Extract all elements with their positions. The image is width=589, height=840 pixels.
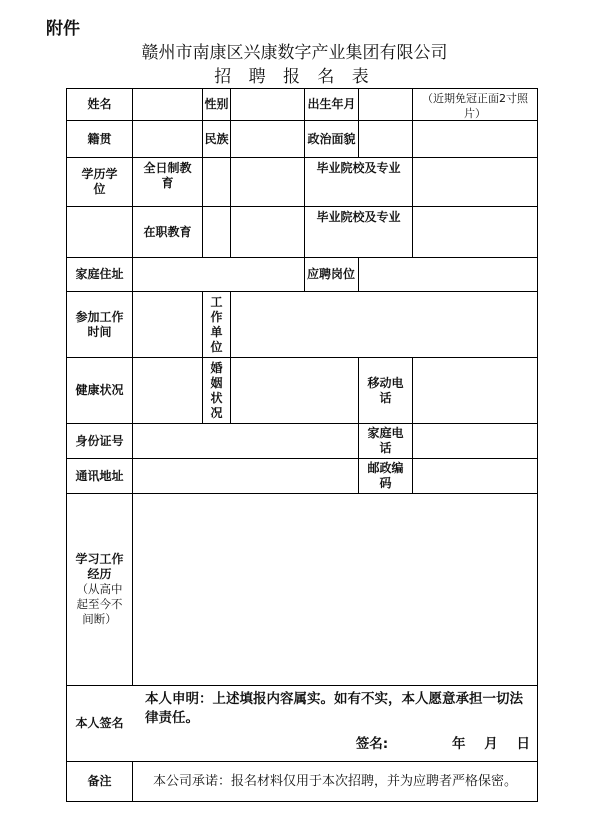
input-marital[interactable] bbox=[231, 358, 358, 423]
input-id-number[interactable] bbox=[133, 424, 358, 458]
input-postcode[interactable] bbox=[413, 459, 537, 493]
input-position[interactable] bbox=[359, 258, 537, 291]
label-name: 姓名 bbox=[87, 97, 112, 111]
label-native-place: 籍贯 bbox=[87, 131, 112, 146]
input-work-start[interactable] bbox=[133, 292, 202, 357]
label-health: 健康状况 bbox=[75, 383, 124, 397]
label-ethnicity: 民族 bbox=[204, 131, 229, 146]
input-home-address[interactable] bbox=[133, 258, 304, 291]
label-id-number: 身份证号 bbox=[75, 433, 124, 448]
label-mailing-address: 通讯地址 bbox=[75, 468, 124, 483]
label-education-degree: 学历学位 bbox=[81, 167, 118, 196]
label-work-unit: 工作单位 bbox=[210, 294, 223, 354]
declaration-text: 本人申明：上述填报内容属实。如有不实，本人愿意承担一切法律责任。 bbox=[145, 691, 523, 726]
photo-area[interactable]: （近期免冠正面2寸照片） bbox=[422, 92, 528, 120]
input-health[interactable] bbox=[133, 358, 202, 423]
input-inservice-edu[interactable] bbox=[203, 207, 304, 257]
label-history-note: （从高中起至今不间断） bbox=[76, 582, 123, 626]
input-grad-school-1[interactable] bbox=[413, 158, 537, 206]
input-study-work-history[interactable] bbox=[133, 494, 537, 685]
input-signature[interactable] bbox=[387, 732, 447, 756]
label-position: 应聘岗位 bbox=[307, 267, 356, 281]
input-grad-school-2[interactable] bbox=[413, 207, 537, 257]
label-postcode: 邮政编码 bbox=[367, 461, 404, 490]
input-political-extra[interactable] bbox=[413, 121, 537, 157]
label-gender: 性别 bbox=[204, 97, 229, 111]
label-work-start: 参加工作时间 bbox=[75, 309, 124, 339]
input-ethnicity[interactable] bbox=[231, 121, 304, 157]
label-inservice-edu: 在职教育 bbox=[143, 224, 192, 239]
label-home-phone: 家庭电话 bbox=[367, 426, 404, 455]
input-work-unit[interactable] bbox=[231, 292, 537, 357]
input-home-phone[interactable] bbox=[413, 424, 537, 458]
label-political-status: 政治面貌 bbox=[307, 131, 356, 146]
label-home-address: 家庭住址 bbox=[75, 267, 124, 281]
input-gender[interactable] bbox=[231, 89, 304, 120]
sign-label: 签名: bbox=[355, 735, 389, 752]
form-title: 招 聘 报 名 表 bbox=[214, 67, 375, 87]
label-mobile: 移动电话 bbox=[367, 375, 404, 405]
input-native-place[interactable] bbox=[133, 121, 202, 157]
education-blank bbox=[67, 207, 132, 257]
company-title: 赣州市南康区兴康数字产业集团有限公司 bbox=[141, 43, 448, 63]
attachment-label: 附件 bbox=[46, 19, 80, 39]
label-grad-school-1: 毕业院校及专业 bbox=[316, 161, 401, 175]
input-fulltime-edu[interactable] bbox=[203, 158, 304, 206]
registration-form-table bbox=[66, 88, 538, 802]
label-fulltime-edu: 全日制教育 bbox=[143, 161, 192, 190]
input-name[interactable] bbox=[133, 89, 202, 120]
company-commitment-text: 本公司承诺：报名材料仅用于本次招聘，并为应聘者严格保密。 bbox=[152, 774, 517, 789]
label-study-work-history: 学习工作经历 bbox=[75, 552, 124, 581]
label-grad-school-2: 毕业院校及专业 bbox=[316, 210, 401, 224]
history-label-block bbox=[67, 494, 132, 685]
label-marital: 婚姻状况 bbox=[210, 360, 223, 420]
input-mailing-address[interactable] bbox=[133, 459, 358, 493]
input-political-status[interactable] bbox=[359, 121, 412, 157]
input-mobile[interactable] bbox=[413, 358, 537, 423]
label-birth: 出生年月 bbox=[307, 97, 356, 111]
label-remarks: 备注 bbox=[87, 774, 112, 788]
label-self-sign: 本人签名 bbox=[75, 716, 124, 730]
input-birth[interactable] bbox=[359, 89, 412, 120]
date-label: 年 月 日 bbox=[452, 735, 530, 752]
